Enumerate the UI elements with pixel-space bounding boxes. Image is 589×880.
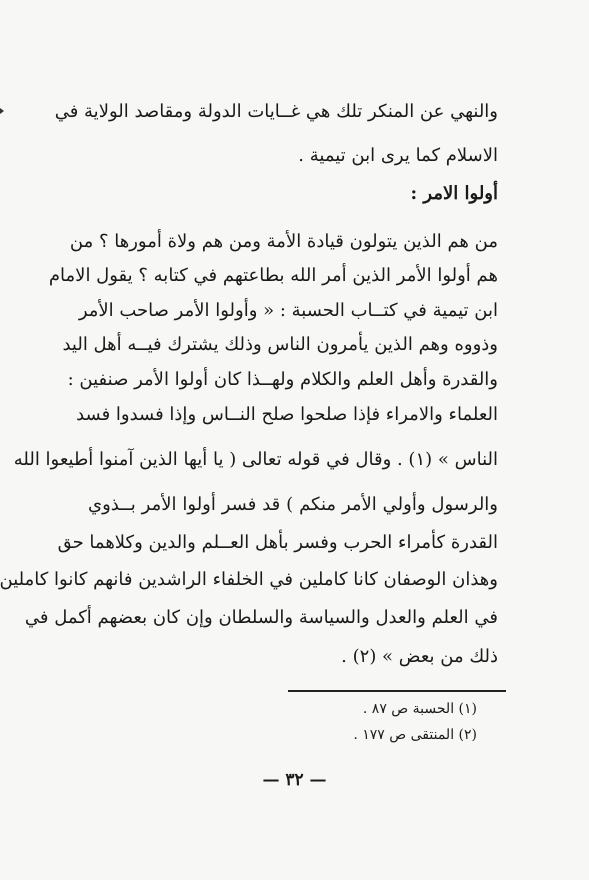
section-line: الناس » (١) . وقال في قوله تعالى ( يا أيها الذين آمنوا أطيعوا الله (13, 449, 498, 470)
section-line: العلماء والامراء فإذا صلحوا صلح النــاس وإذا فسدوا فسد (76, 404, 498, 425)
section-line: ابن تيمية في كتــاب الحسبة : « وأولوا الأمر صاحب الأمر (78, 300, 498, 321)
section-line: القدرة كأمراء الحرب وفسر بأهل العــلم والدين وكلاهما حق (57, 532, 498, 553)
section-heading: أولوا الامر : (410, 183, 498, 204)
section-line: في العلم والعدل والسياسة والسلطان وإن كان بعضهم أكمل في (24, 607, 498, 628)
section-line: وهذان الوصفان كانا كاملين في الخلفاء الراشدين فانهم كانوا كاملين (0, 569, 498, 590)
body-line: والنهي عن المنكر تلك هي غــايات الدولة ومقاصد الولاية في (54, 101, 498, 122)
section-line: من هم الذين يتولون قيادة الأمة ومن هم ولاة أمورها ؟ من (69, 231, 498, 252)
section-line: وذووه وهم الذين يأمرون الناس وذلك يشترك فيــه أهل اليد (62, 334, 498, 355)
footnote: (٢) المنتقى ص ١٧٧ . (353, 727, 477, 743)
section-line: ذلك من بعض » (٢) . (341, 646, 498, 667)
footnote-divider (288, 690, 506, 692)
page-number: — ٣٢ — (262, 770, 327, 790)
margin-mark (0, 108, 4, 114)
section-line: والقدرة وأهل العلم والكلام ولهــذا كان أولوا الأمر صنفين : (67, 369, 498, 390)
body-line: الاسلام كما يرى ابن تيمية . (298, 145, 498, 166)
section-line: هم أولوا الأمر الذين أمر الله بطاعتهم في كتابه ؟ يقول الامام (48, 265, 498, 286)
footnote: (١) الحسبة ص ٨٧ . (362, 701, 477, 717)
section-line: والرسول وأولي الأمر منكم ) قد فسر أولوا الأمر بــذوي (88, 494, 498, 515)
